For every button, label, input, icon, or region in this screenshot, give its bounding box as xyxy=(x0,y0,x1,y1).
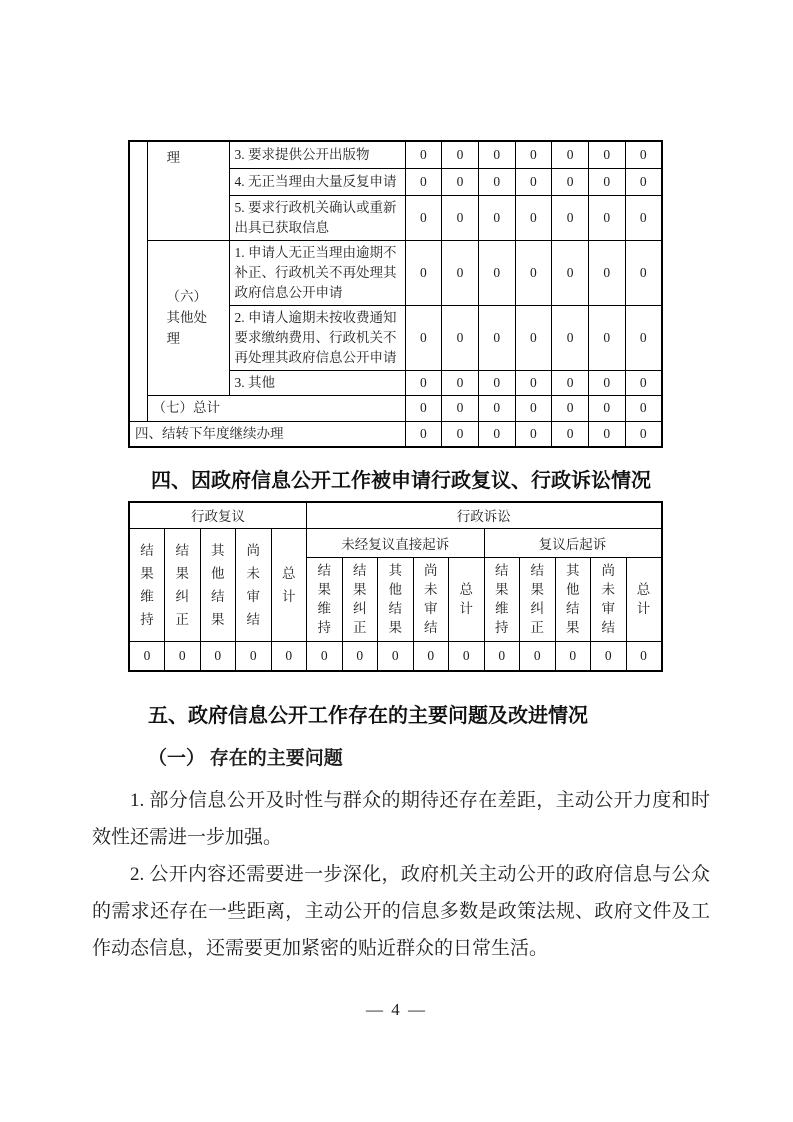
value-cell: 0 xyxy=(552,168,589,195)
section5-paragraphs xyxy=(92,782,710,967)
value-cell: 0 xyxy=(588,370,625,395)
value-cell: 0 xyxy=(515,305,552,370)
value-cell: 0 xyxy=(405,395,442,421)
table-row xyxy=(129,528,662,557)
value-cell: 0 xyxy=(165,641,201,671)
section4-heading: 四、因政府信息公开工作被申请行政复议、行政诉讼情况 xyxy=(151,470,651,492)
column-header-result-upheld: 结果维持 xyxy=(129,528,165,641)
value-cell: 0 xyxy=(515,370,552,395)
value-cell: 0 xyxy=(552,141,589,168)
table-row xyxy=(129,641,662,671)
value-cell: 0 xyxy=(307,641,343,671)
value-cell: 0 xyxy=(588,240,625,305)
value-cell: 0 xyxy=(625,168,662,195)
header-administrative-litigation: 行政诉讼 xyxy=(307,502,662,528)
value-cell: 0 xyxy=(413,641,449,671)
value-cell: 0 xyxy=(200,641,236,671)
value-cell: 0 xyxy=(442,240,479,305)
row-label: 5. 要求行政机关确认或重新出具已获取信息 xyxy=(229,195,405,240)
value-cell: 0 xyxy=(342,641,378,671)
value-cell: 0 xyxy=(552,195,589,240)
paragraph-2: 2. 公开内容还需要进一步深化，政府机关主动公开的政府信息与公众的需求还存在一些距离，主动公开的信息多数是政策法规、政府文件及工作动态信息，还需要更加紧密的贴近群众的日常生活。 xyxy=(92,864,710,959)
value-cell: 0 xyxy=(552,240,589,305)
header-administrative-review: 行政复议 xyxy=(129,502,307,528)
table-row xyxy=(129,141,662,168)
value-cell: 0 xyxy=(515,195,552,240)
value-cell: 0 xyxy=(478,195,515,240)
value-cell: 0 xyxy=(442,168,479,195)
value-cell: 0 xyxy=(484,641,520,671)
column-header-pending: 尚未审结 xyxy=(236,528,272,641)
spanner-cell-empty xyxy=(129,141,147,421)
value-cell: 0 xyxy=(520,641,556,671)
row-label: 3. 其他 xyxy=(229,370,405,395)
table-row xyxy=(129,502,662,528)
section5-heading: 五、政府信息公开工作存在的主要问题及改进情况 xyxy=(148,705,588,727)
value-cell: 0 xyxy=(236,641,272,671)
column-header-result-corrected: 结果纠正 xyxy=(165,528,201,641)
value-cell: 0 xyxy=(478,421,515,447)
column-header-result-upheld: 结果维持 xyxy=(307,557,343,641)
value-cell: 0 xyxy=(515,395,552,421)
value-cell: 0 xyxy=(625,195,662,240)
table-row xyxy=(129,395,662,421)
paragraph-1: 1. 部分信息公开及时性与群众的期待还存在差距，主动公开力度和时效性还需进一步加强。 xyxy=(92,790,710,848)
row-label: 1. 申请人无正当理由逾期不补正、行政机关不再处理其政府信息公开申请 xyxy=(229,240,405,305)
value-cell: 0 xyxy=(515,240,552,305)
row-label-total: （七）总计 xyxy=(147,395,405,421)
value-cell: 0 xyxy=(442,141,479,168)
column-header-total: 总计 xyxy=(271,528,307,641)
value-cell: 0 xyxy=(478,141,515,168)
value-cell: 0 xyxy=(515,141,552,168)
row-label: 2. 申请人逾期未按收费通知要求缴纳费用、行政机关不再处理其政府信息公开申请 xyxy=(229,305,405,370)
value-cell: 0 xyxy=(129,641,165,671)
value-cell: 0 xyxy=(588,305,625,370)
header-lawsuit-after-review: 复议后起诉 xyxy=(484,528,662,557)
column-header-other-result: 其他结果 xyxy=(200,528,236,641)
value-cell: 0 xyxy=(591,641,627,671)
table-row xyxy=(129,240,662,305)
header-direct-lawsuit: 未经复议直接起诉 xyxy=(307,528,485,557)
value-cell: 0 xyxy=(449,641,485,671)
table-row xyxy=(129,421,662,447)
column-header-total: 总计 xyxy=(449,557,485,641)
row-label: 3. 要求提供公开出版物 xyxy=(229,141,405,168)
column-header-result-upheld: 结果维持 xyxy=(484,557,520,641)
value-cell: 0 xyxy=(588,141,625,168)
value-cell: 0 xyxy=(515,168,552,195)
page-number: — 4 — xyxy=(366,1000,427,1019)
value-cell: 0 xyxy=(625,305,662,370)
value-cell: 0 xyxy=(405,195,442,240)
value-cell: 0 xyxy=(378,641,414,671)
value-cell: 0 xyxy=(271,641,307,671)
value-cell: 0 xyxy=(405,421,442,447)
column-header-result-corrected: 结果纠正 xyxy=(342,557,378,641)
value-cell: 0 xyxy=(442,195,479,240)
value-cell: 0 xyxy=(625,240,662,305)
value-cell: 0 xyxy=(442,421,479,447)
value-cell: 0 xyxy=(405,240,442,305)
value-cell: 0 xyxy=(478,168,515,195)
value-cell: 0 xyxy=(552,421,589,447)
value-cell: 0 xyxy=(625,395,662,421)
value-cell: 0 xyxy=(588,195,625,240)
row-label: 4. 无正当理由大量反复申请 xyxy=(229,168,405,195)
group-label-carryover: 理 xyxy=(147,141,229,240)
applications-table xyxy=(128,140,663,448)
subsection-heading-main-problems: （一） 存在的主要问题 xyxy=(148,748,343,769)
section5 xyxy=(92,701,710,967)
value-cell: 0 xyxy=(405,168,442,195)
value-cell: 0 xyxy=(478,370,515,395)
value-cell: 0 xyxy=(405,370,442,395)
value-cell: 0 xyxy=(588,421,625,447)
value-cell: 0 xyxy=(478,305,515,370)
value-cell: 0 xyxy=(552,370,589,395)
value-cell: 0 xyxy=(515,421,552,447)
value-cell: 0 xyxy=(555,641,591,671)
value-cell: 0 xyxy=(442,370,479,395)
column-header-total: 总计 xyxy=(626,557,662,641)
column-header-pending: 尚未审结 xyxy=(413,557,449,641)
value-cell: 0 xyxy=(625,421,662,447)
review-litigation-table xyxy=(128,501,663,672)
value-cell: 0 xyxy=(478,395,515,421)
value-cell: 0 xyxy=(442,305,479,370)
column-header-other-result: 其他结果 xyxy=(378,557,414,641)
group-label-other: （六）其他处理 xyxy=(147,240,229,395)
row-label-carryover-next-year: 四、结转下年度继续办理 xyxy=(129,421,405,447)
column-header-result-corrected: 结果纠正 xyxy=(520,557,556,641)
value-cell: 0 xyxy=(588,168,625,195)
column-header-pending: 尚未审结 xyxy=(591,557,627,641)
value-cell: 0 xyxy=(405,141,442,168)
value-cell: 0 xyxy=(625,141,662,168)
column-header-other-result: 其他结果 xyxy=(555,557,591,641)
value-cell: 0 xyxy=(588,395,625,421)
value-cell: 0 xyxy=(442,395,479,421)
value-cell: 0 xyxy=(552,395,589,421)
value-cell: 0 xyxy=(625,370,662,395)
value-cell: 0 xyxy=(626,641,662,671)
value-cell: 0 xyxy=(552,305,589,370)
value-cell: 0 xyxy=(478,240,515,305)
value-cell: 0 xyxy=(405,305,442,370)
